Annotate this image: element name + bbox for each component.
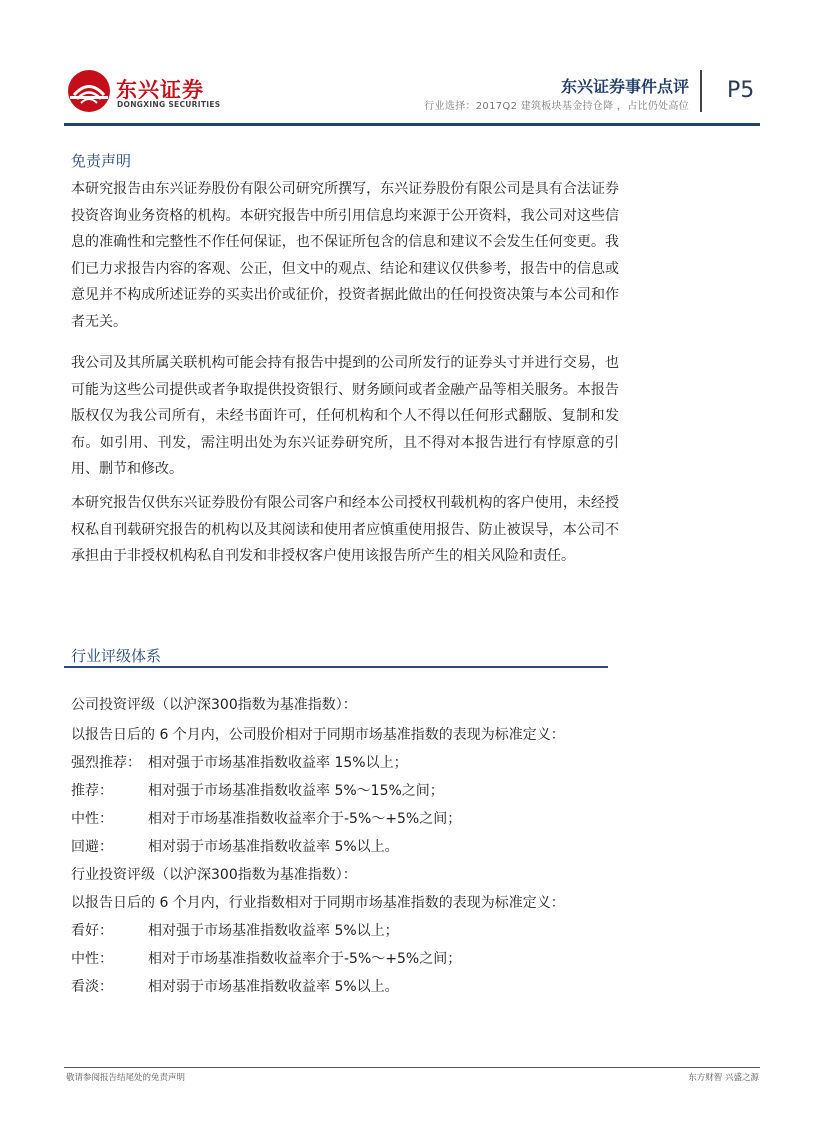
footer-rule <box>64 1067 760 1068</box>
header-divider <box>700 70 702 112</box>
list-item <box>71 976 399 996</box>
rating-label: 中性： <box>71 811 113 827</box>
report-type: 东兴证券事件点评 <box>560 77 689 96</box>
rating-label: 强烈推荐： <box>71 755 141 771</box>
rating-label: 回避： <box>71 839 113 855</box>
list-item <box>71 808 461 828</box>
footer-disclaimer-note: 敬请参阅报告结尾处的免责声明 <box>66 1073 186 1083</box>
list-item <box>71 752 408 772</box>
rating-title-rule <box>64 666 608 668</box>
disclaimer-paragraph-2: 我公司及其所属关联机构可能会持有报告中提到的公司所发行的证券头寸并进行交易，也可能为这些公司提供或者争取提供投资银行、财务顾问或者金融产品等相关服务。本报告版权仅为我公司所有，未经书面许可，任何机构和个人不得以任何形式翻版、复制和发布。如引用、刊发，需注明出处为东兴证券研究所，且不得对本报告进行有悖原意的引用、删节和修改。 <box>71 355 619 477</box>
list-item <box>71 920 399 940</box>
company-logo <box>66 68 226 114</box>
rating-label: 推荐： <box>71 783 113 799</box>
header-rule <box>64 123 760 126</box>
list-item <box>71 836 399 856</box>
report-subtitle: 行业选择：2017Q2 建筑板块基金持仓降 ，占比仍处高位 <box>424 101 689 112</box>
company-rating-intro: 以报告日后的 6 个月内，公司股价相对于同期市场基准指数的表现为标准定义： <box>71 727 565 743</box>
disclaimer-paragraph-1: 本研究报告由东兴证券股份有限公司研究所撰写，东兴证券股份有限公司是具有合法证券投资咨询业务资格的机构。本研究报告中所引用信息均来源于公开资料，我公司对这些信息的准确性和完整性不作任何保证，也不保证所包含的信息和建议不会发生任何变更。我们已力求报告内容的客观、公正，但文中的观点、结论和建议仅供参考，报告中的信息或意见并不构成所述证券的买卖出价或征价，投资者据此做出的任何投资决策与本公司和作者无关。 <box>71 181 619 330</box>
rating-label: 看好： <box>71 923 113 939</box>
rating-definition: 相对强于市场基准指数收益率 5%以上； <box>148 923 399 939</box>
industry-rating-heading: 行业投资评级（以沪深300指数为基准指数）： <box>71 867 357 883</box>
rating-definition: 相对于市场基准指数收益率介于-5%～+5%之间； <box>148 951 462 967</box>
rating-label: 看淡： <box>71 979 113 995</box>
rating-definition: 相对于市场基准指数收益率介于-5%～+5%之间； <box>148 811 462 827</box>
page-number: P5 <box>727 78 755 103</box>
rating-label: 中性： <box>71 951 113 967</box>
rating-definition: 相对弱于市场基准指数收益率 5%以上。 <box>148 979 399 995</box>
disclaimer-paragraph-3: 本研究报告仅供东兴证券股份有限公司客户和经本公司授权刊载机构的客户使用，未经授权私自刊载研究报告的机构以及其阅读和使用者应慎重使用报告、防止被误导，本公司不承担由于非授权机构私自刊发和非授权客户使用该报告所产生的相关风险和责任。 <box>71 495 619 564</box>
logo-chinese-name: 东兴证券 <box>116 78 204 102</box>
dongxing-logo-icon <box>66 68 112 114</box>
footer-slogan: 东方财智 兴盛之源 <box>688 1073 759 1083</box>
disclaimer-title: 免责声明 <box>71 152 132 170</box>
rating-definition: 相对强于市场基准指数收益率 5%～15%之间； <box>148 783 444 799</box>
logo-english-name: DONGXING SECURITIES <box>117 100 221 109</box>
rating-title: 行业评级体系 <box>71 647 162 665</box>
page-header <box>0 0 827 130</box>
rating-definition: 相对强于市场基准指数收益率 15%以上； <box>148 755 408 771</box>
list-item <box>71 948 461 968</box>
rating-definition: 相对弱于市场基准指数收益率 5%以上。 <box>148 839 399 855</box>
list-item <box>71 780 444 800</box>
industry-rating-intro: 以报告日后的 6 个月内，行业指数相对于同期市场基准指数的表现为标准定义： <box>71 895 565 911</box>
company-rating-heading: 公司投资评级（以沪深300指数为基准指数）： <box>71 697 357 713</box>
